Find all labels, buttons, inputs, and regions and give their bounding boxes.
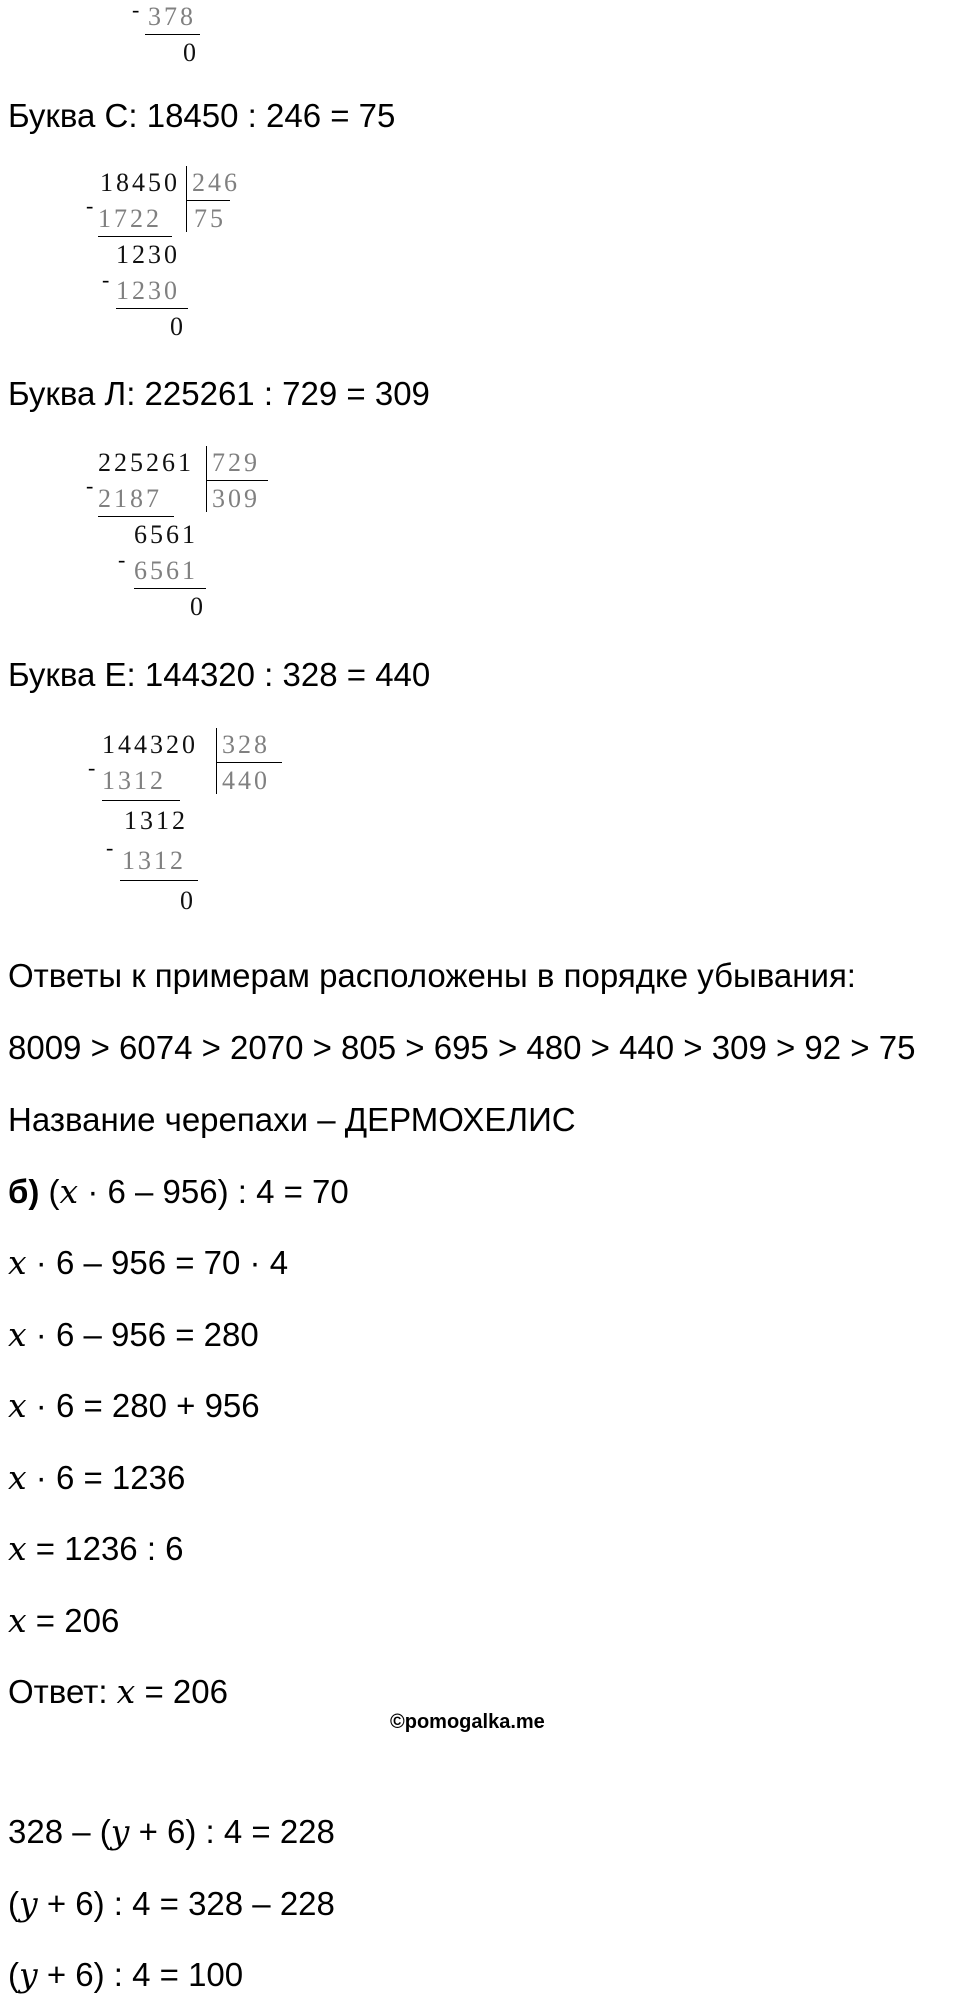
part-b-eq2 [8,1243,288,1283]
quotient: 440 [222,766,270,795]
divisor: 246 [192,168,240,197]
var-x: 𝑥 [8,1601,27,1640]
var-x: 𝑥 [8,1315,27,1354]
part-b-eq1 [8,1172,349,1212]
part-b-eq6 [8,1529,184,1569]
divisor-rule [206,480,268,481]
part-y-eq1 [8,1812,335,1852]
division-l-label: Буква Л: 225261 : 729 = 309 [8,375,430,412]
step2: 1230 [116,276,180,305]
eq-text: + 6) : 4 = 100 [37,1956,244,1993]
answers-text: Ответы к примерам расположены в порядке убывания: [8,957,856,994]
quotient: 309 [212,484,260,513]
division-vbar [206,446,207,512]
dividend: 18450 [100,168,180,197]
step1: 2187 [98,484,162,513]
step2-rule [116,308,188,309]
remainder: 0 [180,886,196,915]
dividend: 225261 [98,448,194,477]
var-y: 𝑦 [19,1955,38,1994]
turtle-name: Название черепахи – ДЕРМОХЕЛИС [8,1101,576,1138]
division-l [0,440,400,630]
var-y: 𝑦 [19,1884,38,1923]
eq-text: ( [8,1885,19,1922]
divisor: 328 [222,730,270,759]
subtrahend: 378 [148,2,196,31]
minus-sign: - [118,547,126,572]
step2-rule [134,588,206,589]
eq-text: + 6) : 4 = 228 [129,1813,335,1850]
part-y-eq3 [8,1955,243,1995]
minus-sign: - [102,267,110,292]
step1-rule [102,800,180,801]
remainder: 0 [190,592,206,621]
partial: 6561 [134,520,198,549]
step1-rule [98,516,174,517]
remainder: 0 [183,38,199,67]
dividend: 144320 [102,730,198,759]
quotient: 75 [194,204,226,233]
partial: 1312 [124,806,188,835]
eq-text: 328 – ( [8,1813,111,1850]
division-e-label: Буква Е: 144320 : 328 = 440 [8,656,431,693]
division-c [0,160,400,350]
division-vbar [216,728,217,794]
top-division-fragment [0,0,300,70]
order-chain: 8009 > 6074 > 2070 > 805 > 695 > 480 > 440 > 309 > 92 > 75 [8,1029,916,1066]
part-b-eq7 [8,1601,119,1641]
minus-sign: - [86,193,94,218]
step2: 1312 [122,846,186,875]
part-b-answer [8,1672,228,1712]
var-x: 𝑥 [8,1529,27,1568]
divisor-rule [216,762,282,763]
step2-rule [120,880,198,881]
var-x: 𝑥 [8,1458,27,1497]
minus-sign: - [86,473,94,498]
part-b-eq5 [8,1458,185,1498]
minus-sign: - [132,0,140,22]
part-b-label: б) [8,1173,40,1210]
step1: 1722 [98,204,162,233]
step2: 6561 [134,556,198,585]
part-b-eq3 [8,1315,259,1355]
minus-sign: - [88,755,96,780]
eq-text: = 206 [135,1673,228,1710]
var-x: 𝑥 [8,1386,27,1425]
var-x: 𝑥 [116,1672,136,1711]
eq-text: · 6 – 956) : 4 = 70 [78,1173,349,1210]
var-x: 𝑥 [59,1172,79,1211]
step1-rule [98,236,172,237]
var-y: 𝑦 [110,1812,130,1851]
eq-text: + 6) : 4 = 328 – 228 [37,1885,335,1922]
eq-text: = 206 [26,1602,120,1639]
partial: 1230 [116,240,180,269]
eq-text: = 1236 : 6 [26,1530,184,1567]
step1: 1312 [102,766,166,795]
remainder: 0 [170,312,186,341]
division-c-label: Буква С: 18450 : 246 = 75 [8,97,396,134]
division-vbar [186,166,187,232]
watermark: ©pomogalka.me [390,1711,545,1733]
part-b-eq4 [8,1386,260,1426]
part-y-eq2 [8,1884,335,1924]
eq-text: · 6 – 956 = 70 · 4 [26,1244,289,1281]
minus-sign: - [106,835,114,860]
divisor: 729 [212,448,260,477]
eq-text: · 6 = 280 + 956 [26,1387,260,1424]
divisor-rule [186,200,230,201]
eq-text: · 6 = 1236 [26,1459,186,1496]
eq-text: ( [8,1956,19,1993]
division-e [0,722,400,922]
division-rule [145,34,200,35]
paren-open: ( [48,1173,60,1210]
answer-prefix: Ответ: [8,1673,117,1710]
var-x: 𝑥 [8,1243,27,1282]
eq-text: · 6 – 956 = 280 [26,1316,259,1353]
